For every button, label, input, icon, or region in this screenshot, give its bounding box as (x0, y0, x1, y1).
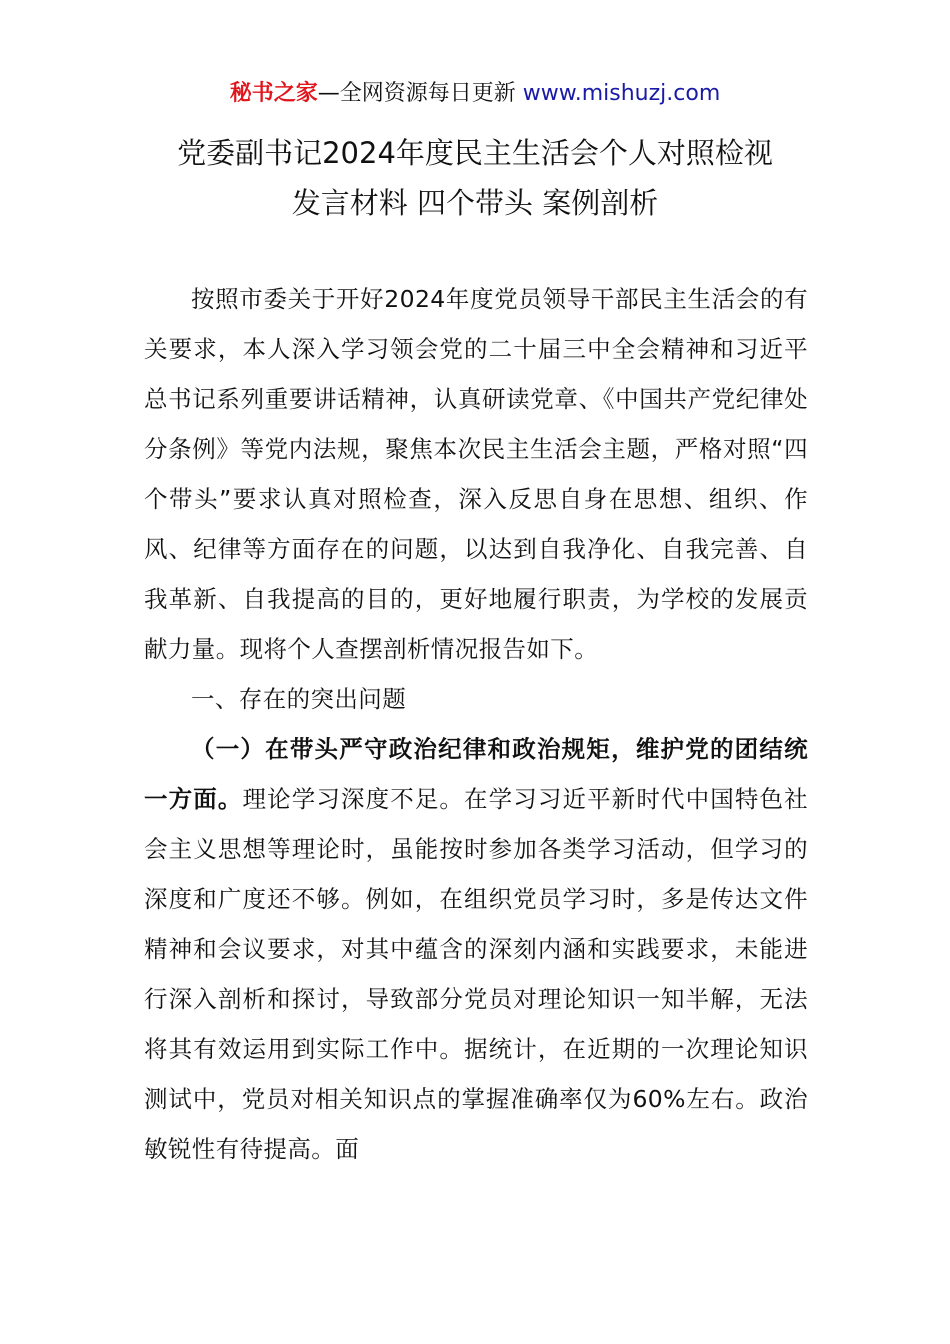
subsection-text: 理论学习深度不足。在学习习近平新时代中国特色社会主义思想等理论时，虽能按时参加各类学习活动，但学习的深度和广度还不够。例如，在组织党员学习时，多是传达文件精神和会议要求，对其中蕴含的深刻内涵和实践要求，未能进行深入剖析和探讨，导致部分党员对理论知识一知半解，无法将其有效运用到实际工作中。据统计，在近期的一次理论知识测试中，党员对相关知识点的掌握准确率仅为60%左右。政治敏锐性有待提高。面 (144, 785, 808, 1163)
document-title (60, 128, 890, 228)
intro-paragraph: 按照市委关于开好2024年度党员领导干部民主生活会的有关要求，本人深入学习领会党的二十届三中全会精神和习近平总书记系列重要讲话精神，认真研读党章、《中国共产党纪律处分条例》等党内法规，聚焦本次民主生活会主题，严格对照“四个带头”要求认真对照检查，深入反思自身在思想、组织、作风、纪律等方面存在的问题，以达到自我净化、自我完善、自我革新、自我提高的目的，更好地履行职责，为学校的发展贡献力量。现将个人查摆剖析情况报告如下。 (144, 285, 808, 663)
subsection-paragraph (144, 724, 808, 1174)
site-header (0, 78, 950, 110)
site-name: 秘书之家 (229, 81, 318, 106)
document-body (144, 274, 808, 1174)
section-heading: 一、存在的突出问题 (191, 685, 407, 713)
title-line-2: 发言材料 四个带头 案例剖析 (291, 186, 659, 220)
title-line-1: 党委副书记2024年度民主生活会个人对照检视 (177, 136, 773, 170)
subsection-heading: （一）在带头严守政治纪律和政治规矩，维护党的团结统一方面。 (144, 735, 808, 813)
site-url-link[interactable]: www.mishuzj.com (522, 81, 721, 106)
site-tagline: —全网资源每日更新 (317, 81, 516, 106)
